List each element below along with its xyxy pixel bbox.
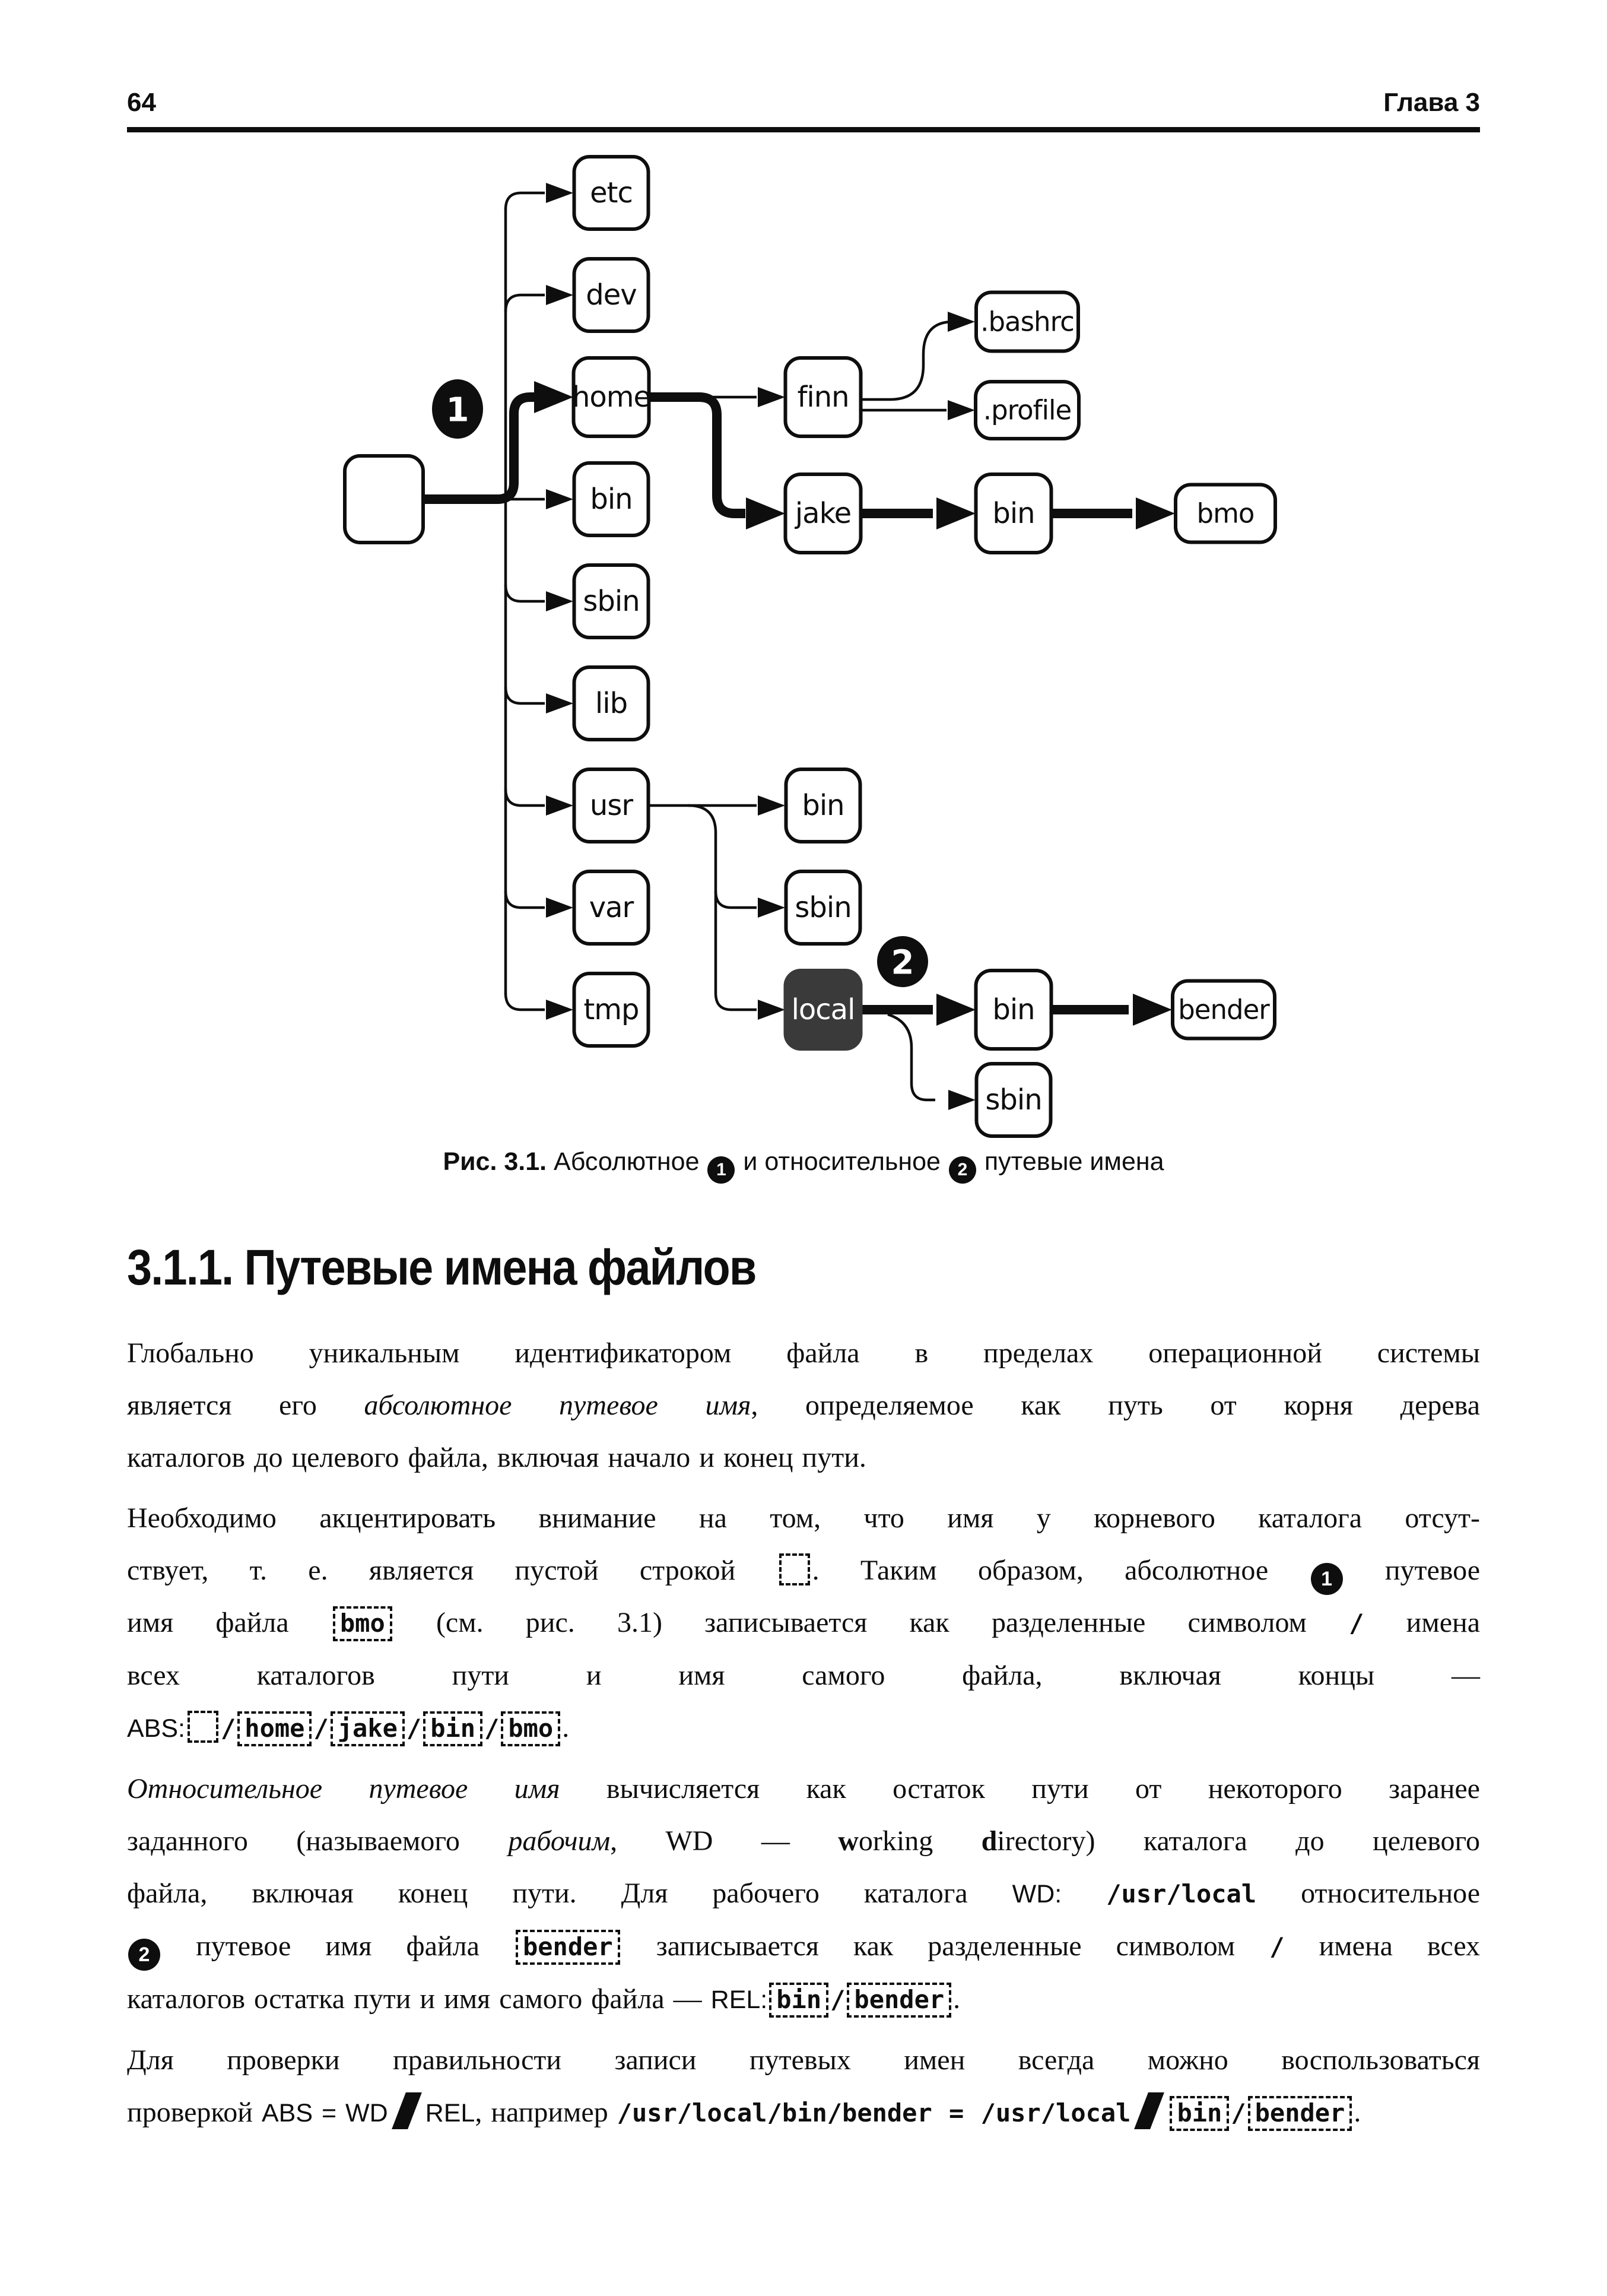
section-heading: 3.1.1. Путевые имена файлов bbox=[127, 1239, 756, 1295]
text-run: вычисляется как остаток пути от некоторого заранее bbox=[560, 1773, 1480, 1805]
caption-text: путевые имена bbox=[977, 1147, 1164, 1176]
arrowhead-icon bbox=[936, 497, 976, 529]
caption-text: и относительное bbox=[736, 1147, 948, 1176]
text-run: имя файла bbox=[127, 1607, 331, 1638]
inline-code-box: bin bbox=[769, 1983, 828, 2018]
text-line bbox=[127, 1973, 1480, 2026]
text-run: всех каталогов пути и имя самого файла, включая концы — bbox=[127, 1660, 1480, 1691]
tree-node-local-bin bbox=[976, 971, 1052, 1049]
text-line bbox=[127, 1920, 1480, 1973]
tree-edge bbox=[716, 891, 757, 908]
tree-node-root bbox=[345, 456, 423, 543]
text-run-italic: рабочим bbox=[508, 1825, 611, 1857]
arrowhead-icon bbox=[936, 994, 976, 1026]
text-run: Необходимо акцентировать внимание на том, что имя у корневого каталога отсут- bbox=[127, 1502, 1480, 1534]
tree-node-label: bin bbox=[992, 497, 1035, 530]
tree-node-label: bender bbox=[1178, 994, 1269, 1026]
tree-node-home bbox=[572, 358, 650, 436]
tree-edge bbox=[506, 891, 545, 908]
tree-node-local-sbin bbox=[977, 1064, 1051, 1136]
text-run: orking bbox=[858, 1825, 982, 1857]
text-run: каталогов до целевого файла, включая начало и конец пути. bbox=[127, 1442, 866, 1473]
text-run: . bbox=[1354, 2097, 1361, 2128]
label-run: ABS: bbox=[127, 1714, 185, 1743]
tree-node-usr bbox=[574, 769, 649, 842]
body-text bbox=[0, 1327, 1607, 2139]
badge-2-icon: 2 bbox=[949, 1156, 976, 1184]
text-run-italic: Относительное путевое имя bbox=[127, 1773, 560, 1805]
arrowhead-icon bbox=[1133, 994, 1172, 1026]
tree-node-label: dev bbox=[586, 278, 637, 312]
tree-node-label: sbin bbox=[795, 891, 852, 924]
text-run: является его bbox=[127, 1390, 364, 1421]
inline-code: / bbox=[1349, 1609, 1364, 1638]
badge-1-icon: 1 bbox=[707, 1156, 735, 1184]
text-line bbox=[127, 1327, 1480, 1379]
arrowhead-icon bbox=[758, 898, 785, 918]
inline-code: / bbox=[830, 1985, 846, 2014]
text-run bbox=[1062, 1878, 1106, 1909]
concat-slash-icon bbox=[392, 2092, 422, 2129]
text-line bbox=[127, 2086, 1480, 2139]
tree-node-label: bin bbox=[590, 483, 633, 516]
text-run: заданного (называемого bbox=[127, 1825, 509, 1857]
tree-edge-thick bbox=[649, 397, 745, 513]
inline-code-box: bender bbox=[847, 1983, 951, 2018]
tree-node-label: .bashrc bbox=[980, 306, 1074, 338]
arrowhead-icon bbox=[758, 795, 785, 816]
arrowhead-icon bbox=[546, 898, 573, 918]
tree-node-usr-bin bbox=[786, 769, 860, 842]
text-run: записывается как разделенные символом bbox=[621, 1930, 1270, 1962]
arrowhead-icon bbox=[546, 795, 573, 816]
tree-node-label: sbin bbox=[985, 1083, 1042, 1117]
tree-node-usr-sbin bbox=[786, 871, 860, 944]
text-run-italic: абсолютное путевое имя bbox=[364, 1390, 751, 1421]
text-run: irectory) каталога до целевого bbox=[997, 1825, 1481, 1857]
inline-code-box: bmo bbox=[501, 1711, 560, 1746]
tree-edge bbox=[506, 687, 545, 703]
arrowhead-icon bbox=[746, 497, 785, 529]
text-run: . bbox=[953, 1983, 961, 2015]
text-line bbox=[127, 1597, 1480, 1650]
arrowhead-icon bbox=[546, 1000, 573, 1020]
text-run: имена bbox=[1364, 1607, 1480, 1638]
tree-node-label: var bbox=[589, 891, 634, 924]
tree-node-label: lib bbox=[595, 687, 628, 720]
tree-node-local bbox=[786, 971, 861, 1049]
inline-code: / bbox=[1269, 1932, 1285, 1961]
inline-code-box: home bbox=[237, 1711, 312, 1746]
chapter-label: Глава 3 bbox=[1383, 88, 1480, 117]
paragraph bbox=[127, 1492, 1480, 1755]
page-number: 64 bbox=[127, 88, 156, 117]
inline-code-box: bender bbox=[1248, 2096, 1352, 2131]
tree-node-dev bbox=[574, 259, 649, 331]
badge-2-icon bbox=[877, 936, 928, 987]
arrowhead-icon bbox=[758, 1000, 785, 1020]
tree-node-bin bbox=[574, 463, 649, 535]
text-line bbox=[127, 1650, 1480, 1702]
inline-code: /usr/local/bin/bender = /usr/local bbox=[617, 2098, 1131, 2127]
inline-code: /usr/local bbox=[1106, 1879, 1257, 1908]
text-run: ствует, т. е. является пустой строкой bbox=[127, 1555, 777, 1586]
tree-node-label: jake bbox=[795, 497, 852, 530]
label-run: REL bbox=[425, 2099, 475, 2127]
text-run: , определяемое как путь от корня дерева bbox=[751, 1390, 1481, 1421]
text-line bbox=[127, 1545, 1480, 1597]
tree-edge bbox=[506, 789, 545, 805]
label-run: WD bbox=[345, 2099, 388, 2127]
text-line bbox=[127, 1815, 1480, 1867]
figure-caption bbox=[0, 1145, 1607, 1184]
badge-2-icon: 2 bbox=[128, 1939, 160, 1971]
arrowhead-icon bbox=[546, 183, 573, 203]
figure-3-1 bbox=[0, 132, 1607, 1184]
text-line bbox=[127, 2034, 1480, 2086]
text-run: , например bbox=[475, 2097, 617, 2128]
running-head bbox=[0, 0, 1607, 119]
text-run: (см. рис. 3.1) записывается как разделенные символом bbox=[393, 1607, 1349, 1638]
arrowhead-icon bbox=[948, 400, 975, 420]
empty-string-box bbox=[188, 1711, 218, 1743]
inline-code-box: bender bbox=[516, 1930, 620, 1965]
paragraph bbox=[127, 1763, 1480, 2026]
inline-code: / bbox=[313, 1714, 329, 1743]
arrowhead-icon bbox=[1136, 497, 1175, 529]
tree-node-label: etc bbox=[590, 176, 633, 210]
text-line bbox=[127, 1492, 1480, 1545]
tree-node-label: usr bbox=[589, 789, 633, 822]
text-run: путевое bbox=[1344, 1555, 1481, 1586]
concat-slash-icon bbox=[1135, 2092, 1165, 2129]
tree-node-label: bin bbox=[992, 993, 1035, 1026]
tree-node-label: bin bbox=[802, 789, 844, 822]
text-run: Для проверки правильности записи путевых имен всегда можно воспользоваться bbox=[127, 2044, 1480, 2076]
text-run-bold: w bbox=[838, 1825, 859, 1857]
header-rule bbox=[127, 127, 1480, 132]
tree-node-bashrc bbox=[976, 293, 1078, 351]
text-run: Глобально уникальным идентификатором файла в пределах операционной системы bbox=[127, 1337, 1480, 1369]
text-run: . bbox=[562, 1712, 570, 1743]
label-run: WD: bbox=[1012, 1880, 1062, 1908]
inline-code: / bbox=[221, 1714, 236, 1743]
tree-node-tmp bbox=[574, 973, 649, 1046]
tree-node-finn bbox=[786, 358, 861, 436]
tree-node-label: finn bbox=[797, 380, 849, 414]
caption-prefix: Рис. 3.1. bbox=[443, 1147, 547, 1176]
badge-number: 1 bbox=[446, 391, 469, 430]
badge-1-icon bbox=[432, 379, 483, 439]
text-line bbox=[127, 1379, 1480, 1432]
tree-node-sbin bbox=[574, 565, 649, 638]
arrowhead-icon bbox=[534, 381, 573, 413]
tree-node-box bbox=[345, 456, 423, 543]
text-run: проверкой bbox=[127, 2097, 262, 2128]
inline-code: / bbox=[1231, 2098, 1246, 2127]
arrowhead-icon bbox=[948, 312, 975, 332]
label-run: REL: bbox=[710, 1986, 768, 2014]
text-line bbox=[127, 1702, 1480, 1755]
tree-edge bbox=[506, 193, 545, 210]
tree-node-label: local bbox=[791, 993, 855, 1026]
text-run: файла, включая конец пути. Для рабочего каталога bbox=[127, 1878, 1012, 1909]
badge-number: 2 bbox=[891, 943, 914, 982]
label-run: = bbox=[313, 2099, 346, 2127]
inline-code-box: bin bbox=[1170, 2096, 1229, 2131]
directory-tree-diagram bbox=[0, 132, 1607, 1141]
text-run: , WD — bbox=[610, 1825, 839, 1857]
tree-node-label: home bbox=[571, 380, 651, 414]
arrowhead-icon bbox=[758, 387, 785, 407]
tree-node-label: tmp bbox=[583, 993, 639, 1026]
tree-node-var bbox=[574, 871, 649, 944]
badge-1-icon: 1 bbox=[1311, 1563, 1343, 1595]
text-line bbox=[127, 1867, 1480, 1920]
tree-edge bbox=[888, 1014, 935, 1100]
label-run: ABS bbox=[261, 2099, 313, 2127]
tree-edge bbox=[861, 322, 953, 399]
inline-code-box: bmo bbox=[333, 1606, 392, 1641]
tree-node-label: sbin bbox=[583, 585, 640, 618]
tree-node-profile bbox=[976, 382, 1079, 439]
tree-node-lib bbox=[574, 667, 649, 740]
text-run: имена всех bbox=[1284, 1930, 1480, 1962]
caption-text: Абсолютное bbox=[547, 1147, 707, 1176]
arrowhead-icon bbox=[546, 591, 573, 611]
text-run: каталогов остатка пути и имя самого файла — bbox=[127, 1983, 711, 2015]
empty-string-box bbox=[779, 1553, 810, 1585]
text-line bbox=[127, 1763, 1480, 1815]
arrowhead-icon bbox=[546, 285, 573, 305]
text-line bbox=[127, 1432, 1480, 1484]
tree-edge bbox=[506, 993, 545, 1010]
tree-node-jake bbox=[786, 474, 861, 553]
arrowhead-icon bbox=[546, 489, 573, 509]
inline-code-box: bin bbox=[423, 1711, 482, 1746]
text-run-bold: d bbox=[981, 1825, 998, 1857]
inline-code-box: jake bbox=[331, 1711, 405, 1746]
tree-node-etc bbox=[574, 157, 649, 229]
inline-code: / bbox=[406, 1714, 422, 1743]
arrowhead-icon bbox=[546, 693, 573, 713]
tree-node-bender bbox=[1173, 981, 1275, 1039]
paragraph bbox=[127, 2034, 1480, 2139]
tree-node-bmo bbox=[1176, 485, 1275, 543]
tree-edge bbox=[506, 295, 545, 312]
tree-node-label: .profile bbox=[983, 394, 1072, 426]
tree-node-label: bmo bbox=[1196, 497, 1255, 529]
text-run: путевое имя файла bbox=[161, 1930, 514, 1962]
arrowhead-icon bbox=[948, 1090, 976, 1110]
paragraph bbox=[127, 1327, 1480, 1484]
tree-edge bbox=[506, 585, 545, 601]
tree-node-jake-bin bbox=[976, 474, 1052, 553]
text-run: относительное bbox=[1256, 1878, 1481, 1909]
text-run: . Таким образом, абсолютное bbox=[812, 1555, 1310, 1586]
inline-code: / bbox=[484, 1714, 500, 1743]
